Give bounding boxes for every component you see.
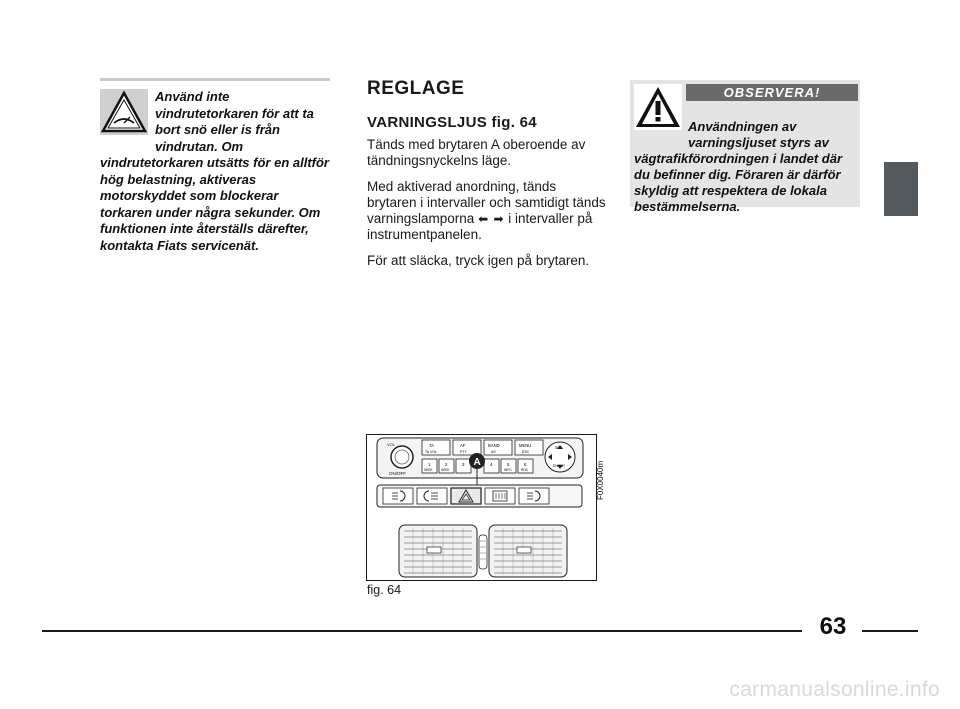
radio-label-ta: TA [429, 443, 435, 448]
watermark: carmanualsonline.info [729, 678, 940, 701]
rear-defrost-switch[interactable] [485, 488, 515, 504]
preset-sublabel-2: SEEK [441, 468, 450, 472]
preset-label-2: 2 [445, 462, 448, 467]
radio-label-af: AF [460, 443, 466, 448]
paragraph-2-text-a: Med aktiverad anordning, tänds brytaren i intervaller och samtidigt tänds varningslamporna [367, 179, 606, 226]
dashboard-illustration [367, 435, 596, 580]
volume-knob[interactable] [391, 446, 413, 468]
warning-icon-box [100, 89, 148, 135]
switch-row [377, 485, 582, 507]
footer-rule-right [862, 630, 918, 632]
observe-note [630, 80, 860, 214]
main-column [367, 78, 607, 279]
src-label: SRC [555, 446, 563, 450]
radio-sublabel-band: AS [491, 450, 496, 454]
figure-dashboard [366, 434, 597, 581]
preset-label-5: 5 [507, 462, 510, 467]
radio-label-menu: MENU [519, 443, 532, 448]
figure-code: F0X0040m [596, 460, 605, 500]
warning-note-left-text: Använd inte vindrutetorkaren för att ta bort snö eller is från vindrutan. Om vindrutetorkaren utsätts för en alltför hög belastning, aktiveras motorskyddet som blockerar torkaren under några sekunder. Om funktionen inte återställs därefter, kontakta Fiats servicenät. [100, 89, 329, 253]
observe-note-text: Användningen av varningsljuset styrs av vägtrafikförordningen i landet där du befinner dig. Föraren är därför skyldig att respektera de lokala bestämmelserna. [634, 119, 843, 214]
radio-label-band: BAND [488, 443, 500, 448]
preset-label-3: 3 [462, 462, 465, 467]
enter-label: ENTER [553, 464, 565, 468]
warning-triangle-wiper-icon [100, 89, 148, 135]
center-control [479, 535, 487, 569]
radio-sublabel-af: PTY [460, 450, 467, 454]
section-heading: REGLAGE [367, 78, 465, 99]
svg-text:VOL: VOL [387, 442, 396, 447]
preset-sublabel-5: INFO [504, 468, 512, 472]
paragraph-1: Tänds med brytaren A oberoende av tändningsnyckelns läge. [367, 137, 586, 168]
subsection-heading: VARNINGSLJUS fig. 64 [367, 114, 537, 131]
left-air-vent [399, 525, 477, 577]
power-label: ON/OFF [389, 471, 406, 476]
observe-badge: OBSERVERA! [686, 84, 858, 101]
preset-sublabel-1: SEEK [424, 468, 433, 472]
paragraph-2-text-b: i intervaller på instrumentpanelen. [367, 211, 593, 242]
figure-caption: fig. 64 [367, 583, 402, 597]
preset-label-4: 4 [490, 462, 493, 467]
paragraph-2 [367, 179, 607, 243]
turn-signal-arrows-icon: ⬅ ➡ [478, 212, 505, 226]
radio-button-af[interactable] [453, 440, 481, 455]
right-air-vent [489, 525, 567, 577]
preset-sublabel-6: RDS [521, 468, 528, 472]
callout-a-label: A [473, 457, 481, 468]
radio-sublabel-ta: TA VOL [425, 450, 437, 454]
radio-sublabel-menu: ESC [522, 450, 530, 454]
footer-rule-left [42, 630, 802, 632]
paragraph-3: För att släcka, tryck igen på brytaren. [367, 253, 590, 268]
preset-label-6: 6 [524, 462, 527, 467]
chapter-tab [884, 162, 918, 216]
page-number: 63 [819, 613, 847, 640]
headlight-level-switch[interactable] [519, 488, 549, 504]
preset-label-1: 1 [428, 462, 431, 467]
warning-note-left [100, 78, 330, 254]
